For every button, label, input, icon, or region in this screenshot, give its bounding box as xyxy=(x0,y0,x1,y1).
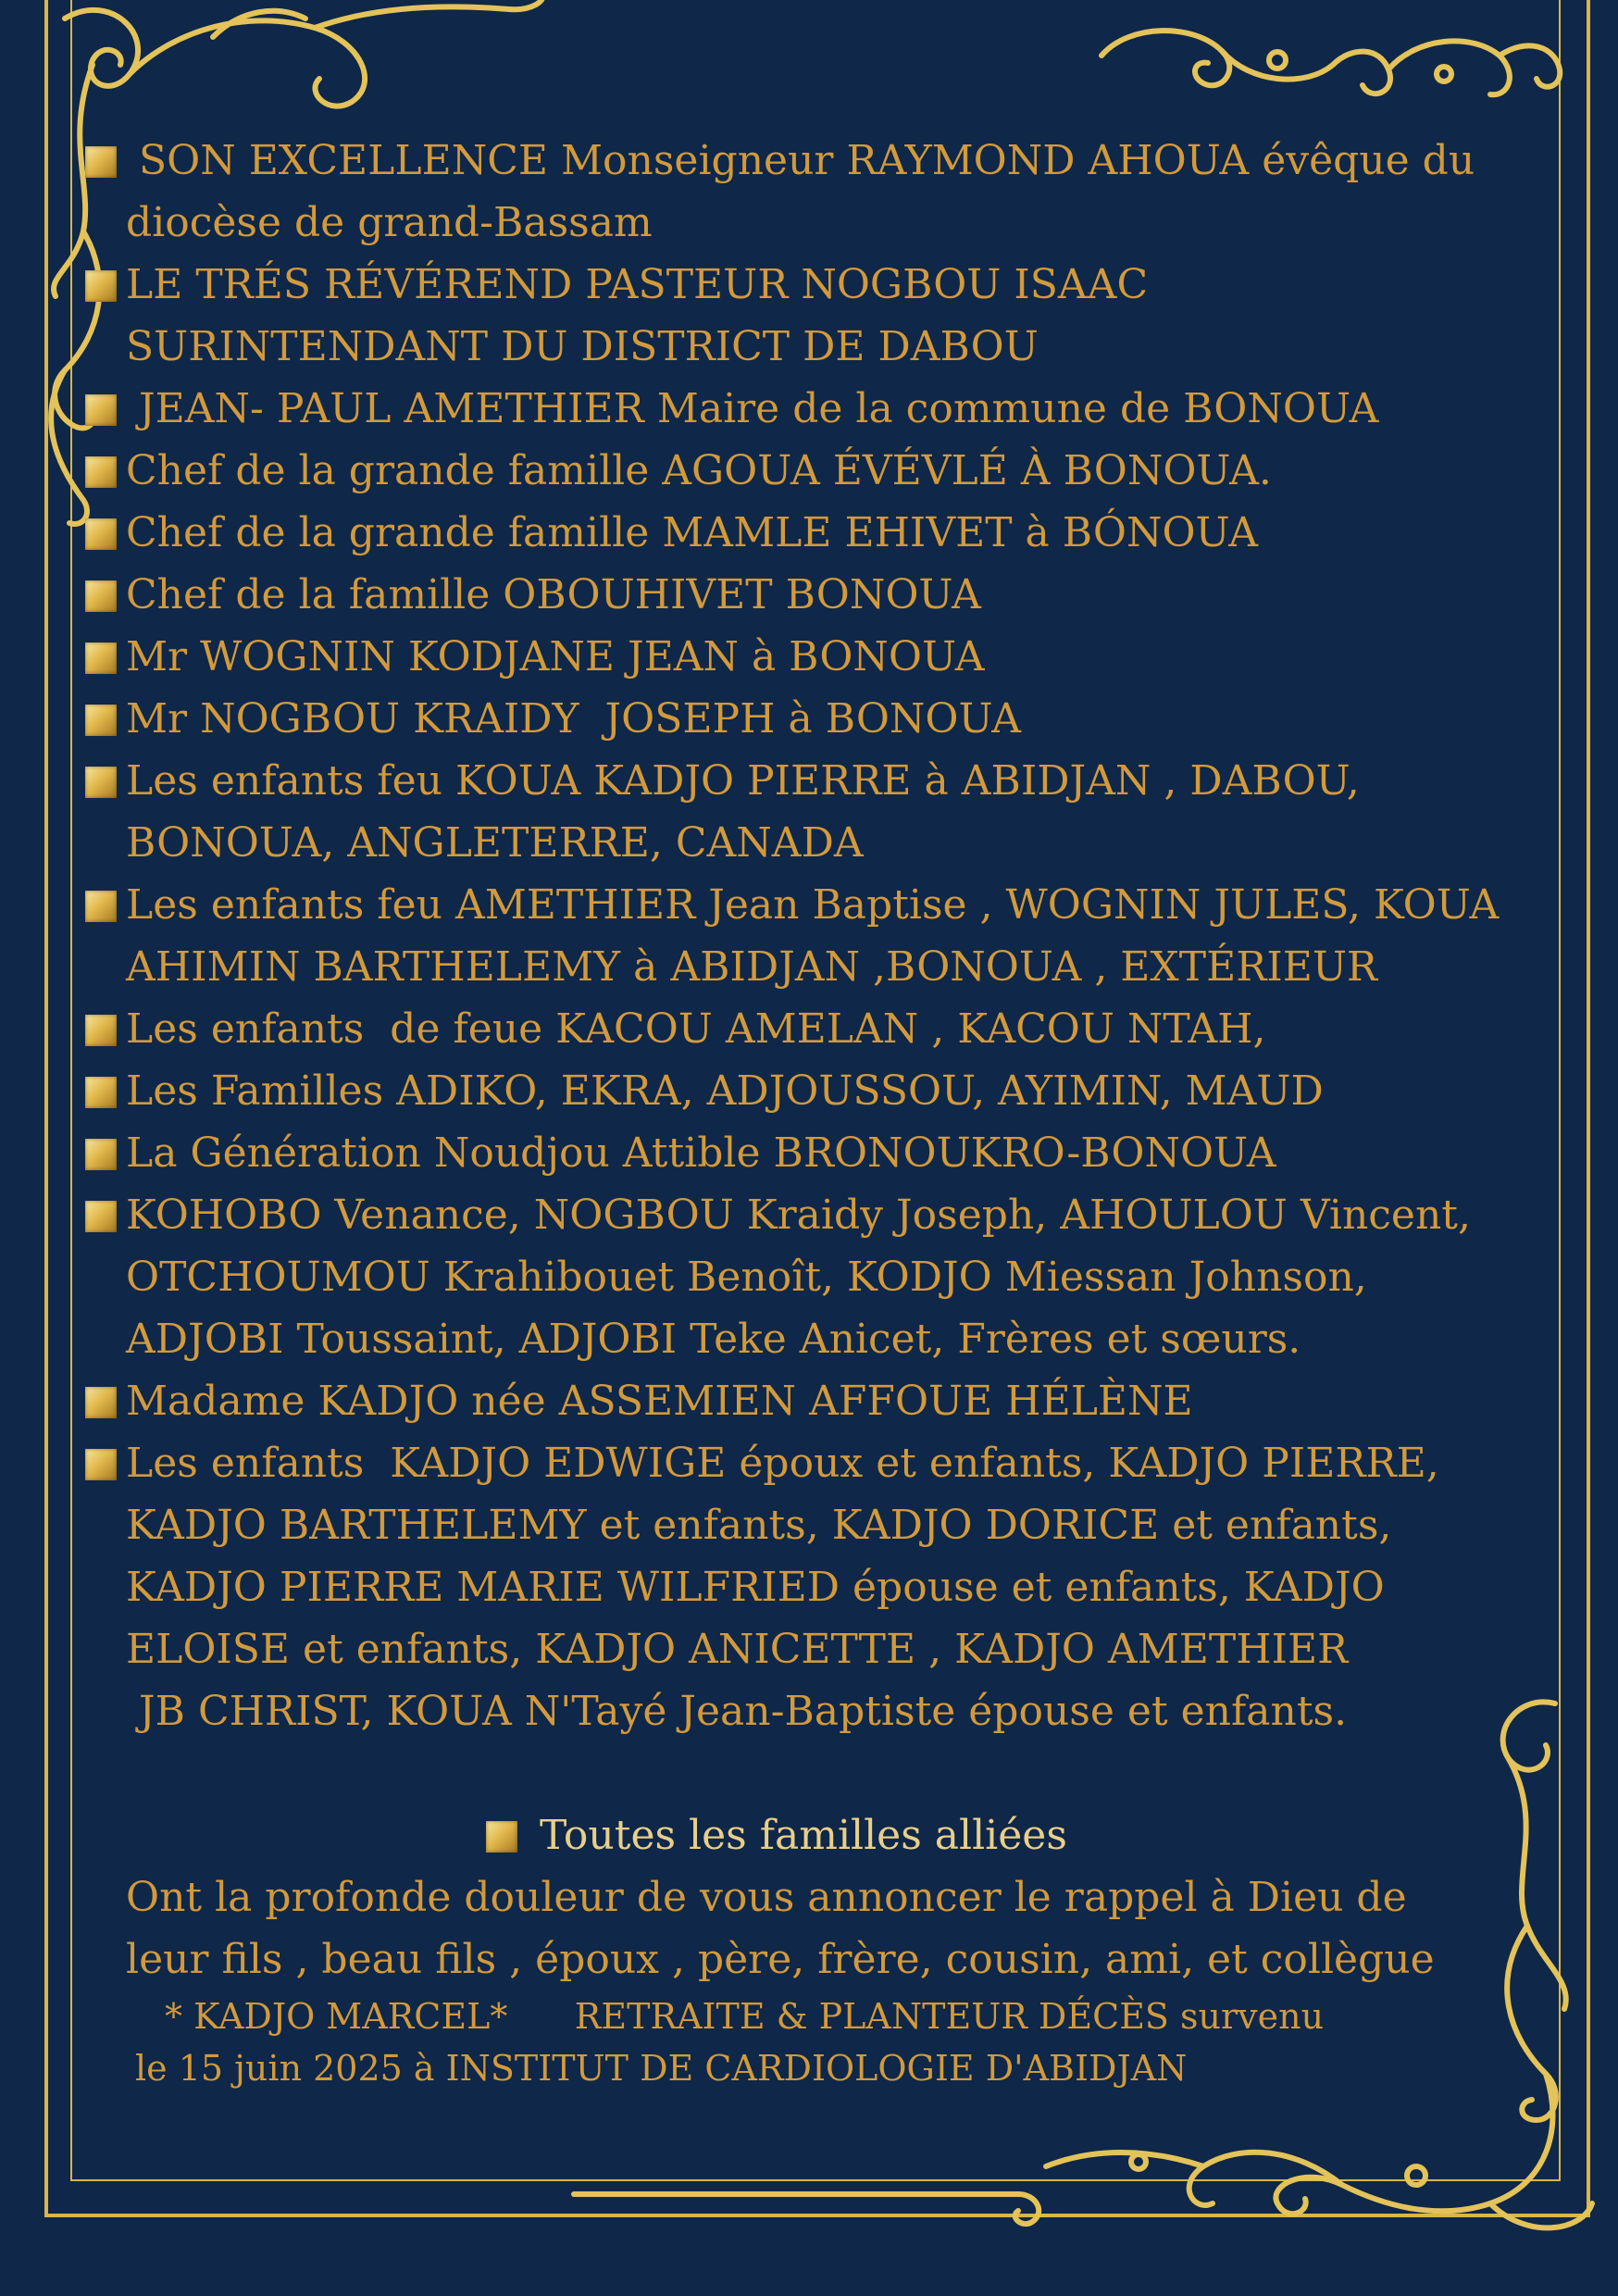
top-right-flourish-ornament xyxy=(1092,19,1574,130)
deceased-name-line: * KADJO MARCEL* RETRAITE & PLANTEUR DÉCÈS survenu xyxy=(165,1996,1325,2037)
gold-square-bullet-icon xyxy=(85,1077,117,1108)
gold-square-bullet-icon xyxy=(85,1201,117,1232)
mourner-list-item xyxy=(81,1370,1544,1432)
mourner-line: BONOUA, ANGLETERRE, CANADA xyxy=(126,819,864,867)
mourner-list-item xyxy=(81,626,1544,688)
mourner-line: Chef de la grande famille MAMLE EHIVET à BÓNOUA xyxy=(126,509,1259,556)
mourner-line: Mr NOGBOU KRAIDY JOSEPH à BONOUA xyxy=(126,695,1021,742)
mourner-list-item xyxy=(81,1432,1544,1742)
mourner-line: Madame KADJO née ASSEMIEN AFFOUE HÉLÈNE xyxy=(126,1378,1193,1425)
mourner-line: OTCHOUMOU Krahibouet Benoît, KODJO Miessan Johnson, xyxy=(126,1254,1367,1301)
gold-square-bullet-icon xyxy=(85,643,117,674)
mourner-line: LE TRÉS RÉVÉREND PASTEUR NOGBOU ISAAC xyxy=(126,261,1149,308)
mourner-list-item xyxy=(81,378,1544,440)
gold-square-bullet-icon xyxy=(85,394,117,426)
date-of-death-line: le 15 juin 2025 à INSTITUT DE CARDIOLOGIE D'ABIDJAN xyxy=(135,2048,1188,2089)
allied-families-text: Toutes les familles alliées xyxy=(540,1812,1067,1859)
mourner-list-item xyxy=(81,750,1544,874)
mourner-line: diocèse de grand-Bassam xyxy=(126,199,653,246)
mourner-line: SURINTENDANT DU DISTRICT DE DABOU xyxy=(126,323,1039,370)
mourner-line: Les enfants de feue KACOU AMELAN , KACOU NTAH, xyxy=(126,1005,1266,1053)
gold-square-bullet-icon xyxy=(85,580,117,612)
mourner-list-item xyxy=(81,688,1544,750)
gold-square-bullet-icon xyxy=(85,767,117,798)
mourner-list-item xyxy=(81,1122,1544,1184)
gold-square-bullet-icon xyxy=(85,270,117,302)
mourner-list-item xyxy=(81,564,1544,626)
mourner-line: KADJO PIERRE MARIE WILFRIED épouse et enfants, KADJO xyxy=(126,1564,1385,1611)
mourner-line: Chef de la famille OBOUHIVET BONOUA xyxy=(126,571,981,618)
gold-square-bullet-icon xyxy=(85,518,117,550)
gold-square-bullet-icon xyxy=(85,891,117,922)
gold-square-bullet-icon xyxy=(85,146,117,178)
mourner-list-item xyxy=(81,1184,1544,1370)
gold-square-bullet-icon xyxy=(85,1139,117,1170)
mourner-list-item xyxy=(81,502,1544,564)
mourner-line: JEAN- PAUL AMETHIER Maire de la commune de BONOUA xyxy=(126,385,1379,432)
mourner-list-item xyxy=(81,440,1544,502)
mourner-list-item xyxy=(81,1060,1544,1122)
mourner-line: La Génération Noudjou Attible BRONOUKRO-BONOUA xyxy=(126,1129,1276,1177)
mourner-line: ADJOBI Toussaint, ADJOBI Teke Anicet, Frères et sœurs. xyxy=(126,1316,1301,1363)
announcement-line: Ont la profonde douleur de vous annoncer le rappel à Dieu de xyxy=(126,1874,1407,1921)
gold-square-bullet-icon xyxy=(85,1387,117,1418)
mourner-list-item xyxy=(81,998,1544,1060)
mourner-line: Mr WOGNIN KODJANE JEAN à BONOUA xyxy=(126,633,985,680)
gold-square-bullet-icon xyxy=(486,1821,517,1853)
mourner-line: Chef de la grande famille AGOUA ÉVÉVLÉ À BONOUA. xyxy=(126,447,1272,494)
mourner-list-item xyxy=(81,874,1544,998)
gold-square-bullet-icon xyxy=(85,1449,117,1480)
mourner-list-item xyxy=(81,254,1544,378)
mourner-line: KADJO BARTHELEMY et enfants, KADJO DORICE et enfants, xyxy=(126,1502,1392,1549)
mourner-line: AHIMIN BARTHELEMY à ABIDJAN ,BONOUA , EXTÉRIEUR xyxy=(126,943,1378,991)
gold-square-bullet-icon xyxy=(85,456,117,488)
mourner-line: ELOISE et enfants, KADJO ANICETTE , KADJO AMETHIER xyxy=(126,1626,1349,1673)
mourner-line: JB CHRIST, KOUA N'Tayé Jean-Baptiste épouse et enfants. xyxy=(126,1688,1348,1735)
mourner-list-item xyxy=(81,130,1544,254)
mourner-line: Les enfants KADJO EDWIGE époux et enfants, KADJO PIERRE, xyxy=(126,1440,1439,1487)
bottom-center-flourish-ornament xyxy=(574,2176,1055,2250)
announcement-line: leur fils , beau fils , époux , père, frère, cousin, ami, et collègue xyxy=(126,1936,1435,1983)
obituary-text-block xyxy=(81,130,1544,2094)
mourner-line: SON EXCELLENCE Monseigneur RAYMOND AHOUA évêque du xyxy=(126,137,1475,184)
gold-square-bullet-icon xyxy=(85,705,117,736)
mourner-line: KOHOBO Venance, NOGBOU Kraidy Joseph, AHOULOU Vincent, xyxy=(126,1192,1471,1239)
mourner-line: Les enfants feu KOUA KADJO PIERRE à ABIDJAN , DABOU, xyxy=(126,757,1360,805)
allied-families-line xyxy=(81,1804,1544,1866)
mourner-line: Les enfants feu AMETHIER Jean Baptise , WOGNIN JULES, KOUA xyxy=(126,881,1500,929)
gold-square-bullet-icon xyxy=(85,1015,117,1046)
mourner-line: Les Familles ADIKO, EKRA, ADJOUSSOU, AYIMIN, MAUD xyxy=(126,1067,1324,1115)
